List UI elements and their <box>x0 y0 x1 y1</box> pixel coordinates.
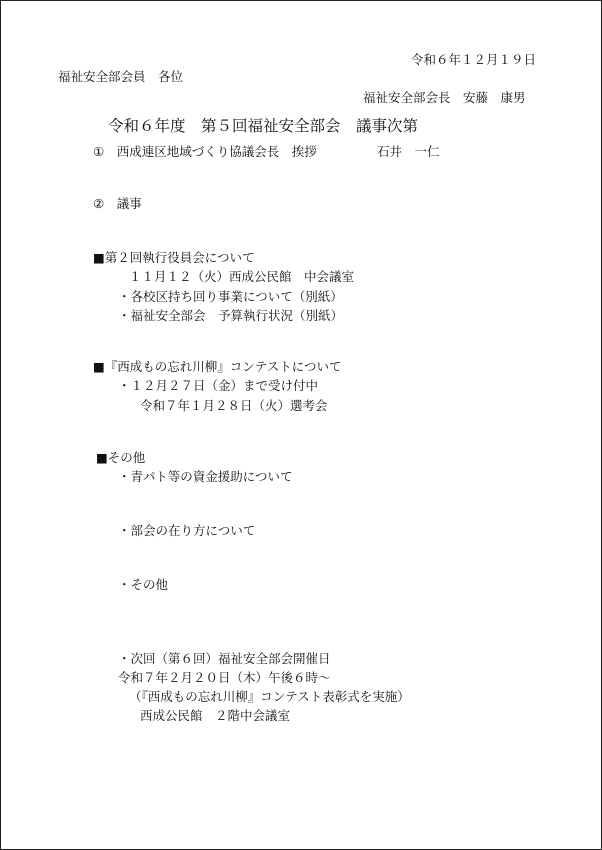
document-title: 令和６年度 第５回福祉安全部会 議事次第 <box>108 117 419 135</box>
agenda-item-1-bullet-1: ・各校区持ち回り事業について（別紙） <box>118 289 343 304</box>
agenda-item-1-heading: ■第２回執行役員会について <box>93 250 255 265</box>
document-date: 令和６年１２月１９日 <box>411 52 537 67</box>
recipients-line: 福祉安全部会員 各位 <box>58 69 184 84</box>
section-1-greeting: ① 西成連区地域づくり協議会長 挨拶 <box>93 144 317 159</box>
agenda-item-1-bullet-2: ・福祉安全部会 予算執行状況（別紙） <box>118 308 344 323</box>
agenda-item-3-heading: ■その他 <box>96 450 146 465</box>
next-meeting-datetime: 令和７年２月２０日（木）午後６時～ <box>118 670 331 685</box>
agenda-item-3-bullet-2: ・部会の在り方について <box>118 523 256 538</box>
agenda-item-2-bullet: ・１２月２７日（金）まで受け付中 <box>118 378 319 393</box>
agenda-item-2-heading: ■『西成もの忘れ川柳』コンテストについて <box>93 359 342 374</box>
agenda-item-1-detail: １１月１２（火）西成公民館 中会議室 <box>129 269 355 284</box>
next-meeting-bullet: ・次回（第６回）福祉安全部会開催日 <box>118 651 331 666</box>
section-2-agenda: ② 議事 <box>93 196 142 211</box>
agenda-item-3-bullet-1: ・青パト等の資金援助について <box>118 469 293 484</box>
greeting-speaker: 石井 一仁 <box>377 144 440 159</box>
next-meeting-venue: 西成公民館 ２階中会議室 <box>140 708 291 723</box>
next-meeting-note: （『西成もの忘れ川柳』コンテスト表彰式を実施） <box>129 689 410 704</box>
sender-line: 福祉安全部会長 安藤 康男 <box>363 90 526 105</box>
agenda-item-3-bullet-3: ・その他 <box>118 577 169 592</box>
agenda-item-2-sub: 令和７年１月２８日（火）選考会 <box>140 398 328 413</box>
